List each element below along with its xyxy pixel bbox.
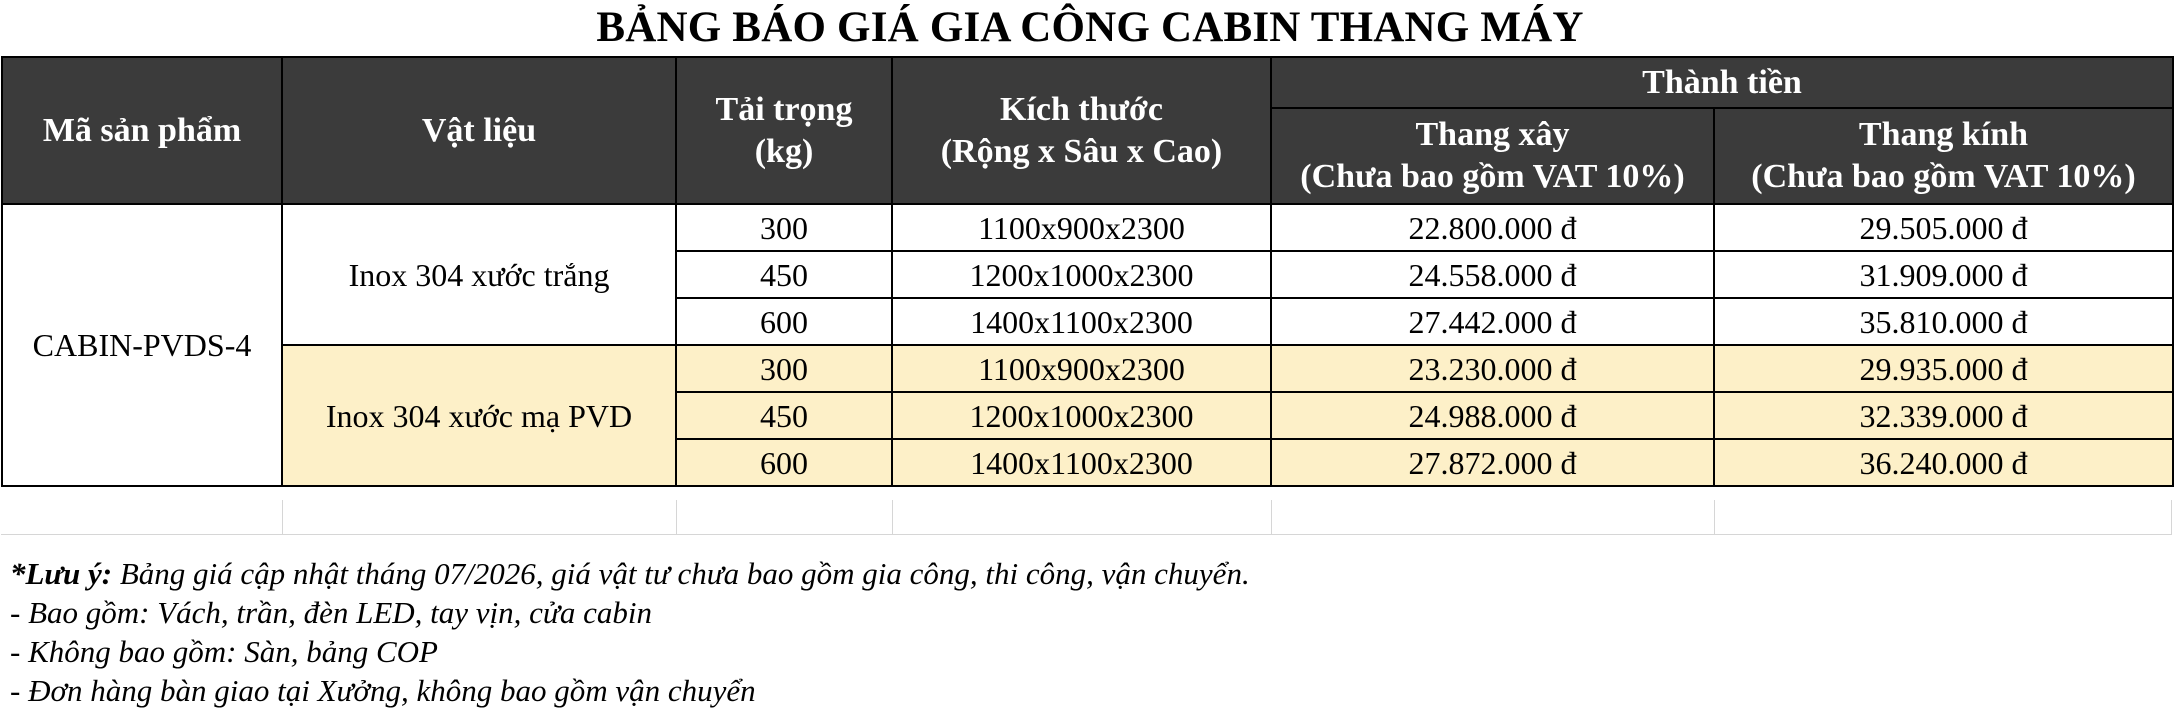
product-code-cell: CABIN-PVDS-4	[2, 204, 282, 486]
header-product-code	[2, 57, 282, 204]
notes-section	[10, 554, 2160, 710]
glass-price-cell: 29.505.000 đ	[1714, 204, 2173, 251]
header-size-line2: (Rộng x Sâu x Cao)	[940, 132, 1223, 170]
page-title: BẢNG BÁO GIÁ GIA CÔNG CABIN THANG MÁY	[596, 4, 1584, 51]
built-price-cell: 27.872.000 đ	[1271, 439, 1714, 486]
load-cell: 300	[676, 204, 892, 251]
gridline	[2171, 500, 2172, 534]
table-row	[2, 345, 2173, 392]
material-cell: Inox 304 xước mạ PVD	[282, 345, 676, 486]
load-cell: 600	[676, 439, 892, 486]
header-material: Vật liệu	[282, 57, 676, 204]
built-price-cell: 22.800.000 đ	[1271, 204, 1714, 251]
header-glass-line2: (Chưa bao gồm VAT 10%)	[1751, 158, 2136, 195]
note-label: *Lưu ý:	[10, 556, 113, 591]
size-cell: 1100x900x2300	[892, 345, 1271, 392]
glass-price-cell: 32.339.000 đ	[1714, 392, 2173, 439]
load-cell: 600	[676, 298, 892, 345]
glass-price-cell: 31.909.000 đ	[1714, 251, 2173, 298]
built-price-cell: 24.988.000 đ	[1271, 392, 1714, 439]
size-cell: 1200x1000x2300	[892, 251, 1271, 298]
built-price-cell: 24.558.000 đ	[1271, 251, 1714, 298]
header-glass-line1: Thang kính	[1858, 116, 2029, 153]
gridline	[1271, 500, 1272, 534]
gridline	[282, 500, 283, 534]
note-line	[10, 554, 2160, 593]
header-built-line1: Thang xây	[1415, 116, 1570, 153]
glass-price-cell: 35.810.000 đ	[1714, 298, 2173, 345]
size-cell: 1400x1100x2300	[892, 439, 1271, 486]
header-product-code-label: Mã sản phẩm	[42, 111, 242, 149]
note-line: - Đơn hàng bàn giao tại Xưởng, không bao gồm vận chuyển	[10, 673, 756, 708]
built-price-cell: 23.230.000 đ	[1271, 345, 1714, 392]
gridline	[676, 500, 677, 534]
note-line: - Không bao gồm: Sàn, bảng COP	[10, 634, 438, 669]
header-load	[676, 57, 892, 204]
header-load-line1: Tải trọng	[715, 90, 853, 128]
gridline	[892, 500, 893, 534]
size-cell: 1100x900x2300	[892, 204, 1271, 251]
empty-spreadsheet-row	[1, 500, 2172, 534]
header-total: Thành tiền	[1271, 57, 2173, 108]
load-cell: 450	[676, 392, 892, 439]
load-cell: 450	[676, 251, 892, 298]
size-cell: 1200x1000x2300	[892, 392, 1271, 439]
gridline	[1, 534, 2172, 535]
table-row	[2, 204, 2173, 251]
load-cell: 300	[676, 345, 892, 392]
built-price-cell: 27.442.000 đ	[1271, 298, 1714, 345]
header-load-line2: (kg)	[754, 132, 814, 170]
note-text: Bảng giá cập nhật tháng 07/2026, giá vật tư chưa bao gồm gia công, thi công, vận chuyển.	[112, 556, 1250, 591]
price-table	[1, 56, 2174, 487]
header-size	[892, 57, 1271, 204]
size-cell: 1400x1100x2300	[892, 298, 1271, 345]
gridline	[1714, 500, 1715, 534]
header-size-line1: Kích thước	[1000, 90, 1163, 128]
note-line: - Bao gồm: Vách, trần, đèn LED, tay vịn, cửa cabin	[10, 595, 652, 630]
header-built-line2: (Chưa bao gồm VAT 10%)	[1300, 158, 1685, 195]
header-built-elevator	[1271, 108, 1714, 204]
header-glass-elevator	[1714, 108, 2173, 204]
glass-price-cell: 36.240.000 đ	[1714, 439, 2173, 486]
glass-price-cell: 29.935.000 đ	[1714, 345, 2173, 392]
material-cell: Inox 304 xước trắng	[282, 204, 676, 345]
